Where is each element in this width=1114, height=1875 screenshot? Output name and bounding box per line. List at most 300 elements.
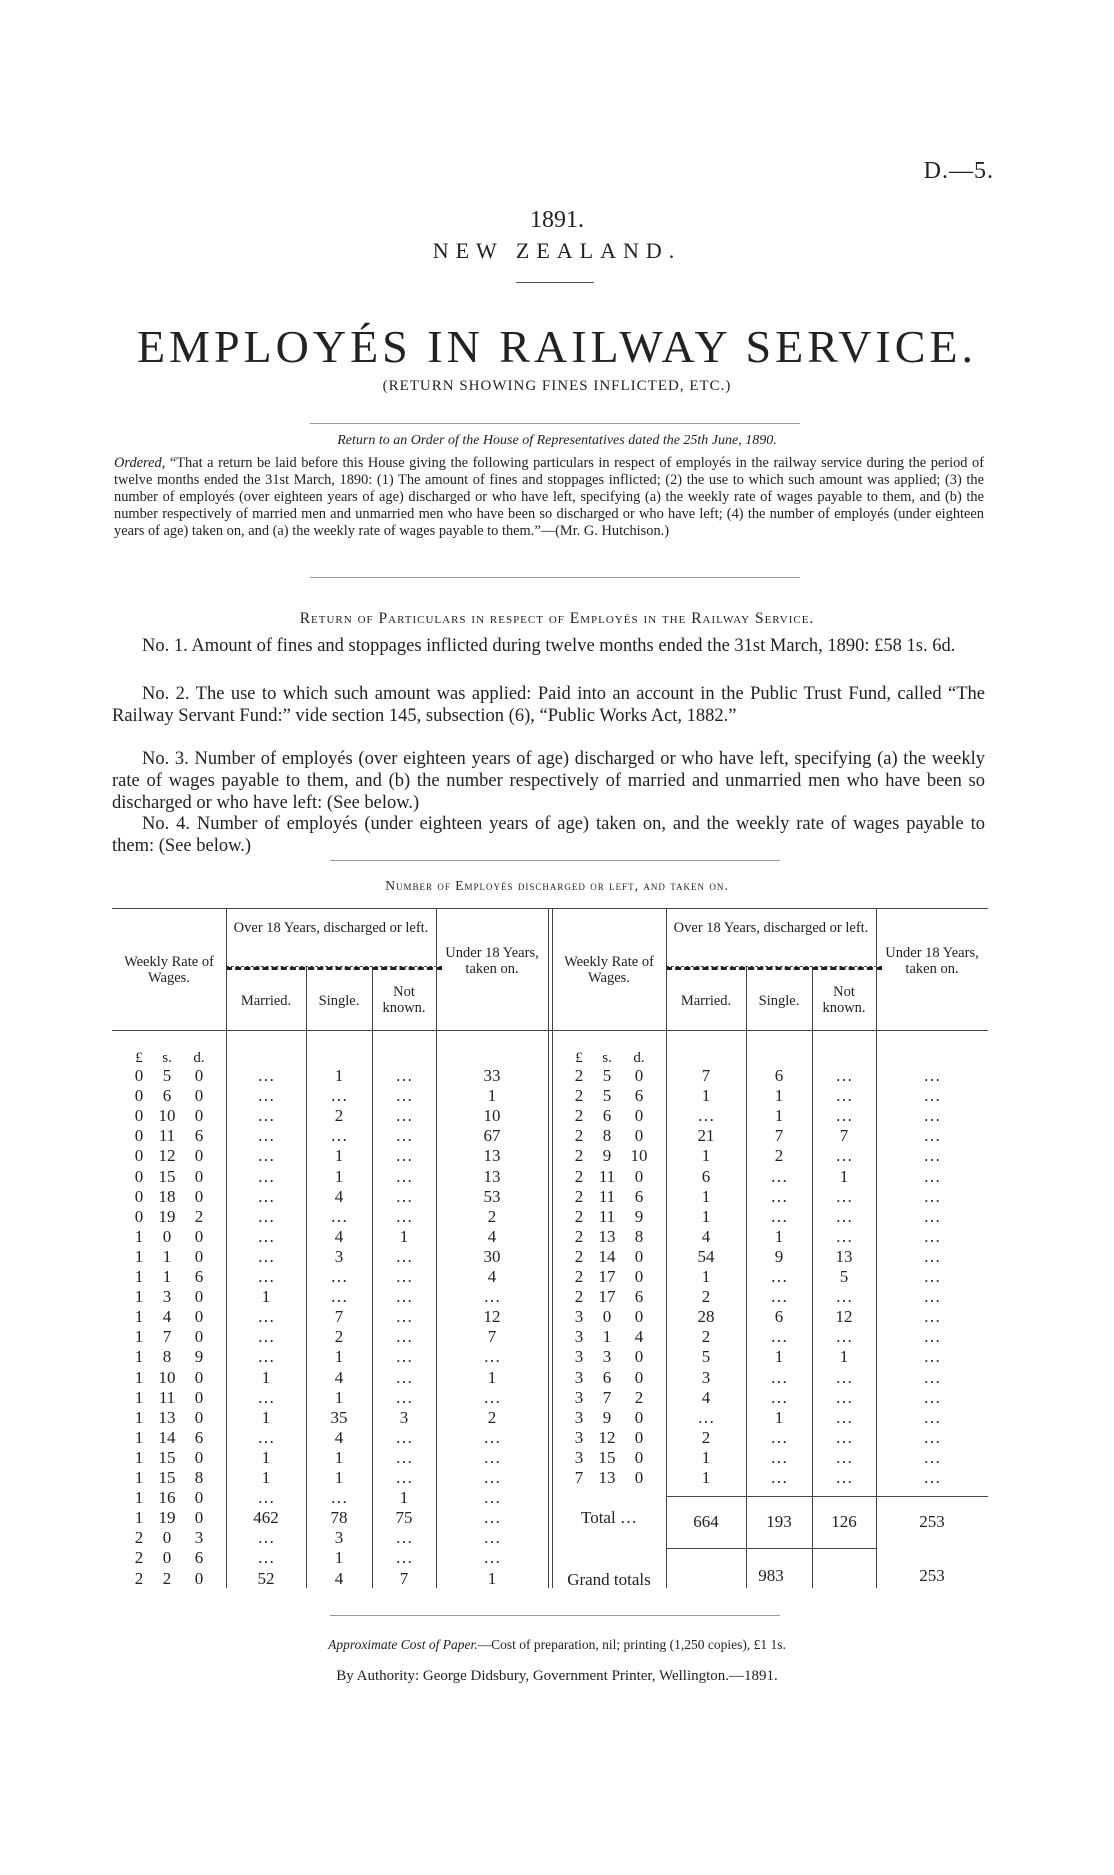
married-count: … bbox=[697, 1407, 715, 1427]
under18-count: … bbox=[483, 1468, 501, 1487]
rate-shillings: 9 bbox=[602, 1146, 612, 1166]
not-known-count: 75 bbox=[395, 1508, 413, 1528]
rate-pounds: 3 bbox=[574, 1347, 584, 1367]
married-count: 1 bbox=[701, 1186, 711, 1206]
rate-pounds: 3 bbox=[574, 1447, 584, 1467]
total-not-known: 126 bbox=[831, 1512, 857, 1531]
married-count: 4 bbox=[701, 1387, 711, 1407]
rate-shillings: 11 bbox=[598, 1166, 616, 1186]
married-count: 1 bbox=[701, 1086, 711, 1106]
footer-authority: By Authority: George Didsbury, Government Printer, Wellington.—1891. bbox=[336, 1668, 778, 1684]
not-known-count: … bbox=[835, 1106, 853, 1126]
single-count: … bbox=[330, 1267, 348, 1286]
rate-shillings: 14 bbox=[598, 1246, 616, 1266]
rate-pounds: 1 bbox=[134, 1367, 144, 1387]
rate-shillings: 19 bbox=[158, 1206, 176, 1226]
not-known-count: 1 bbox=[839, 1347, 849, 1367]
rate-pence: 6 bbox=[194, 1126, 204, 1146]
married-count: … bbox=[257, 1086, 275, 1106]
under18-count: 4 bbox=[487, 1267, 497, 1286]
rate-pence: 0 bbox=[194, 1407, 204, 1427]
under18-count: … bbox=[483, 1287, 501, 1307]
rate-pence: 0 bbox=[634, 1447, 644, 1467]
currency-header-shillings: s. bbox=[162, 1050, 172, 1066]
single-count: 35 bbox=[330, 1407, 348, 1427]
item-no4: No. 4. Number of employés (under eighteen years of age) taken on, and the weekly rate of wages payable to them: (See below.) bbox=[112, 814, 985, 856]
header-not-known: Not known. bbox=[822, 984, 866, 1016]
rate-pence: 0 bbox=[194, 1166, 204, 1186]
rate-pounds: 1 bbox=[134, 1508, 144, 1528]
rate-shillings: 5 bbox=[602, 1086, 612, 1106]
married-count: … bbox=[697, 1106, 715, 1126]
under18-count: … bbox=[483, 1427, 501, 1447]
not-known-count: … bbox=[395, 1287, 413, 1307]
grand-total-over18: 983 bbox=[758, 1566, 784, 1585]
table-header-rule bbox=[112, 1030, 988, 1031]
rate-pence: 0 bbox=[194, 1488, 204, 1508]
single-count: 78 bbox=[330, 1508, 348, 1528]
rate-pence: 0 bbox=[194, 1447, 204, 1467]
rate-shillings: 16 bbox=[158, 1488, 176, 1508]
rate-pence: 0 bbox=[194, 1367, 204, 1387]
not-known-count: 7 bbox=[839, 1126, 849, 1146]
currency-header-pounds: £ bbox=[575, 1050, 583, 1066]
rate-shillings: 1 bbox=[602, 1327, 612, 1347]
married-count: … bbox=[257, 1427, 275, 1447]
not-known-count: … bbox=[835, 1367, 853, 1387]
rate-pounds: 1 bbox=[134, 1427, 144, 1447]
not-known-count: 5 bbox=[839, 1267, 849, 1286]
rate-pence: 2 bbox=[194, 1206, 204, 1226]
married-count: 2 bbox=[701, 1327, 711, 1347]
not-known-count: 3 bbox=[399, 1407, 409, 1427]
married-count: … bbox=[257, 1106, 275, 1126]
rate-pounds: 2 bbox=[134, 1548, 144, 1568]
under18-count: … bbox=[483, 1387, 501, 1407]
rate-shillings: 11 bbox=[598, 1186, 616, 1206]
single-count: 1 bbox=[334, 1146, 344, 1166]
rate-pence: 0 bbox=[634, 1407, 644, 1427]
country-heading: NEW ZEALAND. bbox=[432, 238, 682, 263]
document-title: EMPLOYÉS IN RAILWAY SERVICE. bbox=[136, 321, 978, 372]
not-known-count: … bbox=[395, 1166, 413, 1186]
rate-shillings: 6 bbox=[602, 1106, 612, 1126]
not-known-count: … bbox=[395, 1126, 413, 1146]
rate-shillings: 17 bbox=[598, 1267, 616, 1286]
item-no1: No. 1. Amount of fines and stoppages inflicted during twelve months ended the 31st March, 1890: £58 1s. 6d. bbox=[142, 636, 956, 656]
under18-count: 12 bbox=[483, 1307, 501, 1327]
rate-pounds: 0 bbox=[134, 1066, 144, 1085]
rate-shillings: 6 bbox=[162, 1086, 172, 1106]
married-count: 1 bbox=[261, 1447, 271, 1467]
rate-shillings: 18 bbox=[158, 1186, 176, 1206]
rate-shillings: 11 bbox=[158, 1387, 176, 1407]
single-count: 1 bbox=[774, 1226, 784, 1246]
rate-pounds: 2 bbox=[574, 1287, 584, 1307]
rate-pence: 3 bbox=[194, 1528, 204, 1548]
rate-shillings: 13 bbox=[598, 1226, 616, 1246]
rate-shillings: 0 bbox=[602, 1307, 612, 1327]
rate-pence: 0 bbox=[194, 1186, 204, 1206]
not-known-count: … bbox=[395, 1367, 413, 1387]
married-count: … bbox=[257, 1206, 275, 1226]
under18-count: … bbox=[923, 1126, 941, 1146]
rate-pounds: 2 bbox=[574, 1246, 584, 1266]
married-count: 21 bbox=[697, 1126, 715, 1146]
married-count: 1 bbox=[701, 1267, 711, 1286]
not-known-count: … bbox=[395, 1246, 413, 1266]
under18-count: … bbox=[923, 1307, 941, 1327]
single-count: 6 bbox=[774, 1066, 784, 1085]
rate-pounds: 2 bbox=[134, 1528, 144, 1548]
rate-pence: 0 bbox=[194, 1327, 204, 1347]
single-count: … bbox=[770, 1186, 788, 1206]
total-under18: 253 bbox=[919, 1512, 945, 1531]
currency-header-pounds: £ bbox=[135, 1050, 143, 1066]
header-married: Married. bbox=[240, 993, 292, 1009]
rate-pence: 0 bbox=[194, 1226, 204, 1246]
single-count: 4 bbox=[334, 1427, 344, 1447]
single-count: 1 bbox=[774, 1086, 784, 1106]
not-known-count: … bbox=[395, 1548, 413, 1568]
single-count: 4 bbox=[334, 1367, 344, 1387]
single-count: 6 bbox=[774, 1307, 784, 1327]
single-count: … bbox=[330, 1287, 348, 1307]
rate-pence: 0 bbox=[194, 1568, 204, 1588]
married-count: 1 bbox=[261, 1407, 271, 1427]
under18-count: … bbox=[923, 1206, 941, 1226]
single-count: … bbox=[770, 1166, 788, 1186]
single-count: 1 bbox=[334, 1347, 344, 1367]
married-count: 1 bbox=[701, 1146, 711, 1166]
single-count: … bbox=[770, 1267, 788, 1286]
married-count: 28 bbox=[697, 1307, 715, 1327]
married-count: 1 bbox=[701, 1468, 711, 1487]
not-known-count: … bbox=[395, 1387, 413, 1407]
not-known-count: … bbox=[835, 1407, 853, 1427]
rate-pounds: 3 bbox=[574, 1387, 584, 1407]
married-count: … bbox=[257, 1488, 275, 1508]
footer-cost bbox=[0, 1637, 1114, 1653]
rate-pounds: 1 bbox=[134, 1307, 144, 1327]
under18-count: 30 bbox=[483, 1246, 501, 1266]
under18-count: … bbox=[483, 1347, 501, 1367]
total-label: Total … bbox=[581, 1508, 637, 1527]
col-divider bbox=[552, 908, 553, 1588]
header-over18: Over 18 Years, discharged or left. bbox=[673, 920, 869, 936]
not-known-count: … bbox=[395, 1347, 413, 1367]
rate-pounds: 3 bbox=[574, 1367, 584, 1387]
rate-shillings: 1 bbox=[162, 1267, 172, 1286]
married-count: 54 bbox=[697, 1246, 715, 1266]
rate-shillings: 3 bbox=[602, 1347, 612, 1367]
rate-pounds: 3 bbox=[574, 1327, 584, 1347]
married-count: … bbox=[257, 1126, 275, 1146]
married-count: … bbox=[257, 1186, 275, 1206]
under18-count: 33 bbox=[483, 1066, 501, 1085]
married-count: … bbox=[257, 1226, 275, 1246]
rate-pence: 0 bbox=[194, 1307, 204, 1327]
rate-shillings: 5 bbox=[602, 1066, 612, 1085]
married-count: 52 bbox=[257, 1568, 275, 1588]
not-known-count: … bbox=[835, 1146, 853, 1166]
single-count: 7 bbox=[334, 1307, 344, 1327]
under18-count: … bbox=[923, 1367, 941, 1387]
rate-pounds: 2 bbox=[574, 1226, 584, 1246]
married-count: 7 bbox=[701, 1066, 711, 1085]
rate-pounds: 2 bbox=[574, 1186, 584, 1206]
married-count: … bbox=[257, 1327, 275, 1347]
rate-shillings: 5 bbox=[162, 1066, 172, 1085]
currency-header-pence: d. bbox=[633, 1050, 645, 1066]
rate-pounds: 0 bbox=[134, 1166, 144, 1186]
under18-count: … bbox=[923, 1387, 941, 1407]
rate-pounds: 1 bbox=[134, 1327, 144, 1347]
rate-shillings: 13 bbox=[598, 1468, 616, 1487]
not-known-count: … bbox=[395, 1427, 413, 1447]
not-known-count: … bbox=[395, 1206, 413, 1226]
under18-count: 53 bbox=[483, 1186, 501, 1206]
rate-shillings: 7 bbox=[602, 1387, 612, 1407]
rate-pounds: 1 bbox=[134, 1347, 144, 1367]
rate-pence: 9 bbox=[194, 1347, 204, 1367]
under18-count: … bbox=[483, 1548, 501, 1568]
married-count: … bbox=[257, 1307, 275, 1327]
rate-pounds: 7 bbox=[574, 1468, 584, 1487]
rate-pounds: 2 bbox=[574, 1066, 584, 1085]
single-count: 1 bbox=[774, 1407, 784, 1427]
single-count: … bbox=[330, 1126, 348, 1146]
married-count: 462 bbox=[253, 1508, 279, 1528]
under18-count: 1 bbox=[487, 1568, 497, 1588]
married-count: … bbox=[257, 1146, 275, 1166]
not-known-count: … bbox=[395, 1447, 413, 1467]
married-count: … bbox=[257, 1347, 275, 1367]
under18-count: … bbox=[923, 1066, 941, 1085]
rate-pence: 0 bbox=[634, 1066, 644, 1085]
rate-pounds: 1 bbox=[134, 1246, 144, 1266]
under18-count: 2 bbox=[487, 1407, 497, 1427]
rate-shillings: 1 bbox=[162, 1246, 172, 1266]
under18-count: 10 bbox=[483, 1106, 501, 1126]
document-subtitle: (RETURN SHOWING FINES INFLICTED, ETC.) bbox=[382, 378, 732, 394]
item-no2: No. 2. The use to which such amount was applied: Paid into an account in the Public Trust Fund, called “The Railway Servant Fund:” vide section 145, subsection (6), “Public Works Act, 1882.” bbox=[112, 684, 985, 726]
header-weekly-rate: Weekly Rate of Wages. bbox=[564, 954, 654, 986]
return-heading: Return of Particulars in respect of Employés in the Railway Service. bbox=[299, 610, 815, 627]
not-known-count: … bbox=[395, 1086, 413, 1106]
married-count: 1 bbox=[261, 1468, 271, 1487]
rate-shillings: 19 bbox=[158, 1508, 176, 1528]
rate-shillings: 11 bbox=[598, 1206, 616, 1226]
rate-pounds: 3 bbox=[574, 1427, 584, 1447]
rate-pence: 0 bbox=[194, 1246, 204, 1266]
under18-count: … bbox=[923, 1146, 941, 1166]
not-known-count: … bbox=[835, 1206, 853, 1226]
under18-count: 7 bbox=[487, 1327, 497, 1347]
rate-pence: 9 bbox=[634, 1206, 644, 1226]
header-over18: Over 18 Years, discharged or left. bbox=[233, 920, 429, 936]
return-to-order: Return to an Order of the House of Representatives dated the 25th June, 1890. bbox=[337, 433, 777, 448]
single-count: 1 bbox=[334, 1066, 344, 1085]
single-count: … bbox=[770, 1287, 788, 1307]
rate-pence: 0 bbox=[194, 1287, 204, 1307]
under18-count: 1 bbox=[487, 1367, 497, 1387]
rate-shillings: 15 bbox=[158, 1447, 176, 1467]
item-no3: No. 3. Number of employés (over eighteen years of age) discharged or who have left, specifying (a) the weekly rate of wages payable to them, and (b) the number respectively of married and unmarried men who have been so discharged or who have left: (See below.) bbox=[112, 749, 985, 813]
header-not-known: Not known. bbox=[382, 984, 426, 1016]
under18-count: … bbox=[923, 1267, 941, 1286]
single-count: … bbox=[770, 1387, 788, 1407]
married-count: … bbox=[257, 1528, 275, 1548]
single-count: … bbox=[770, 1427, 788, 1447]
rate-pence: 0 bbox=[634, 1367, 644, 1387]
not-known-count: … bbox=[395, 1146, 413, 1166]
rate-pence: 8 bbox=[634, 1226, 644, 1246]
single-count: 9 bbox=[774, 1246, 784, 1266]
rate-pence: 6 bbox=[634, 1287, 644, 1307]
rate-pounds: 2 bbox=[574, 1106, 584, 1126]
under18-count: … bbox=[483, 1528, 501, 1548]
rate-pounds: 1 bbox=[134, 1387, 144, 1407]
rate-pence: 2 bbox=[634, 1387, 644, 1407]
grand-totals-label: Grand totals bbox=[567, 1570, 651, 1589]
single-count: 1 bbox=[334, 1468, 344, 1487]
under18-count: 2 bbox=[487, 1206, 497, 1226]
single-count: … bbox=[330, 1488, 348, 1508]
not-known-count: 1 bbox=[839, 1166, 849, 1186]
not-known-count: … bbox=[395, 1066, 413, 1085]
under18-count: … bbox=[923, 1086, 941, 1106]
rate-shillings: 3 bbox=[162, 1287, 172, 1307]
rate-pounds: 2 bbox=[574, 1166, 584, 1186]
not-known-count: … bbox=[395, 1468, 413, 1487]
ordered-word: Ordered, bbox=[114, 455, 166, 471]
rate-pence: 0 bbox=[194, 1086, 204, 1106]
rate-pounds: 3 bbox=[574, 1307, 584, 1327]
rate-pounds: 2 bbox=[134, 1568, 144, 1588]
married-count: 3 bbox=[701, 1367, 711, 1387]
rate-pence: 8 bbox=[194, 1468, 204, 1487]
rate-pence: 0 bbox=[194, 1066, 204, 1085]
rate-pence: 6 bbox=[194, 1548, 204, 1568]
header-weekly-rate: Weekly Rate of Wages. bbox=[124, 954, 214, 986]
rate-pence: 0 bbox=[194, 1146, 204, 1166]
under18-count: … bbox=[923, 1106, 941, 1126]
single-count: … bbox=[770, 1447, 788, 1467]
single-count: 1 bbox=[334, 1447, 344, 1467]
rate-pounds: 0 bbox=[134, 1206, 144, 1226]
not-known-count: … bbox=[395, 1327, 413, 1347]
not-known-count: … bbox=[835, 1468, 853, 1487]
header-single: Single. bbox=[318, 993, 360, 1009]
married-count: … bbox=[257, 1387, 275, 1407]
single-count: 2 bbox=[334, 1106, 344, 1126]
rate-shillings: 15 bbox=[158, 1468, 176, 1487]
under18-count: 13 bbox=[483, 1146, 501, 1166]
under18-count: … bbox=[483, 1508, 501, 1528]
married-count: 4 bbox=[701, 1226, 711, 1246]
under18-count: … bbox=[923, 1246, 941, 1266]
under18-count: … bbox=[923, 1447, 941, 1467]
rate-shillings: 10 bbox=[158, 1367, 176, 1387]
rate-pounds: 0 bbox=[134, 1186, 144, 1206]
rate-pounds: 1 bbox=[134, 1267, 144, 1286]
rate-pounds: 0 bbox=[134, 1146, 144, 1166]
married-count: … bbox=[257, 1548, 275, 1568]
rate-shillings: 12 bbox=[598, 1427, 616, 1447]
rate-shillings: 15 bbox=[158, 1166, 176, 1186]
single-count: 7 bbox=[774, 1126, 784, 1146]
under18-count: … bbox=[923, 1347, 941, 1367]
rate-pounds: 1 bbox=[134, 1407, 144, 1427]
not-known-count: … bbox=[835, 1387, 853, 1407]
single-count: 4 bbox=[334, 1186, 344, 1206]
rate-shillings: 13 bbox=[158, 1407, 176, 1427]
single-count: 2 bbox=[334, 1327, 344, 1347]
col-divider bbox=[548, 908, 549, 1588]
under18-count: … bbox=[483, 1447, 501, 1467]
table-heading: Number of Employés discharged or left, and taken on. bbox=[385, 878, 729, 893]
rate-pence: 10 bbox=[630, 1146, 648, 1166]
header-under18: Under 18 Years, taken on. bbox=[885, 945, 979, 977]
rate-pounds: 2 bbox=[574, 1206, 584, 1226]
rate-shillings: 8 bbox=[162, 1347, 172, 1367]
not-known-count: 1 bbox=[399, 1226, 409, 1246]
not-known-count: 13 bbox=[835, 1246, 853, 1266]
rate-pence: 6 bbox=[634, 1086, 644, 1106]
under18-count: … bbox=[923, 1407, 941, 1427]
rate-pence: 6 bbox=[194, 1267, 204, 1286]
not-known-count: 1 bbox=[399, 1488, 409, 1508]
currency-header-pence: d. bbox=[193, 1050, 205, 1066]
under18-count: 4 bbox=[487, 1226, 497, 1246]
married-count: 1 bbox=[701, 1447, 711, 1467]
married-count: … bbox=[257, 1246, 275, 1266]
not-known-count: … bbox=[835, 1186, 853, 1206]
single-count: … bbox=[770, 1367, 788, 1387]
married-count: 1 bbox=[261, 1287, 271, 1307]
divider bbox=[330, 1615, 780, 1616]
grand-total-under18: 253 bbox=[919, 1566, 945, 1585]
rate-pounds: 0 bbox=[134, 1106, 144, 1126]
rate-pence: 4 bbox=[634, 1327, 644, 1347]
not-known-count: … bbox=[395, 1186, 413, 1206]
not-known-count: … bbox=[395, 1307, 413, 1327]
under18-count: … bbox=[483, 1488, 501, 1508]
single-count: 3 bbox=[334, 1246, 344, 1266]
married-count: 1 bbox=[701, 1206, 711, 1226]
single-count: … bbox=[770, 1468, 788, 1487]
under18-count: 67 bbox=[483, 1126, 501, 1146]
under18-count: … bbox=[923, 1186, 941, 1206]
single-count: … bbox=[330, 1206, 348, 1226]
rate-shillings: 0 bbox=[162, 1548, 172, 1568]
single-count: … bbox=[770, 1206, 788, 1226]
rate-pounds: 2 bbox=[574, 1146, 584, 1166]
not-known-count: … bbox=[835, 1086, 853, 1106]
subheader-rule bbox=[666, 966, 882, 970]
under18-count: 13 bbox=[483, 1166, 501, 1186]
under18-count: … bbox=[923, 1166, 941, 1186]
under18-count: … bbox=[923, 1327, 941, 1347]
single-count: 3 bbox=[334, 1528, 344, 1548]
under18-count: … bbox=[923, 1287, 941, 1307]
rate-shillings: 10 bbox=[158, 1106, 176, 1126]
single-count: … bbox=[770, 1327, 788, 1347]
married-count: 1 bbox=[261, 1367, 271, 1387]
single-count: … bbox=[330, 1086, 348, 1106]
single-count: 4 bbox=[334, 1226, 344, 1246]
